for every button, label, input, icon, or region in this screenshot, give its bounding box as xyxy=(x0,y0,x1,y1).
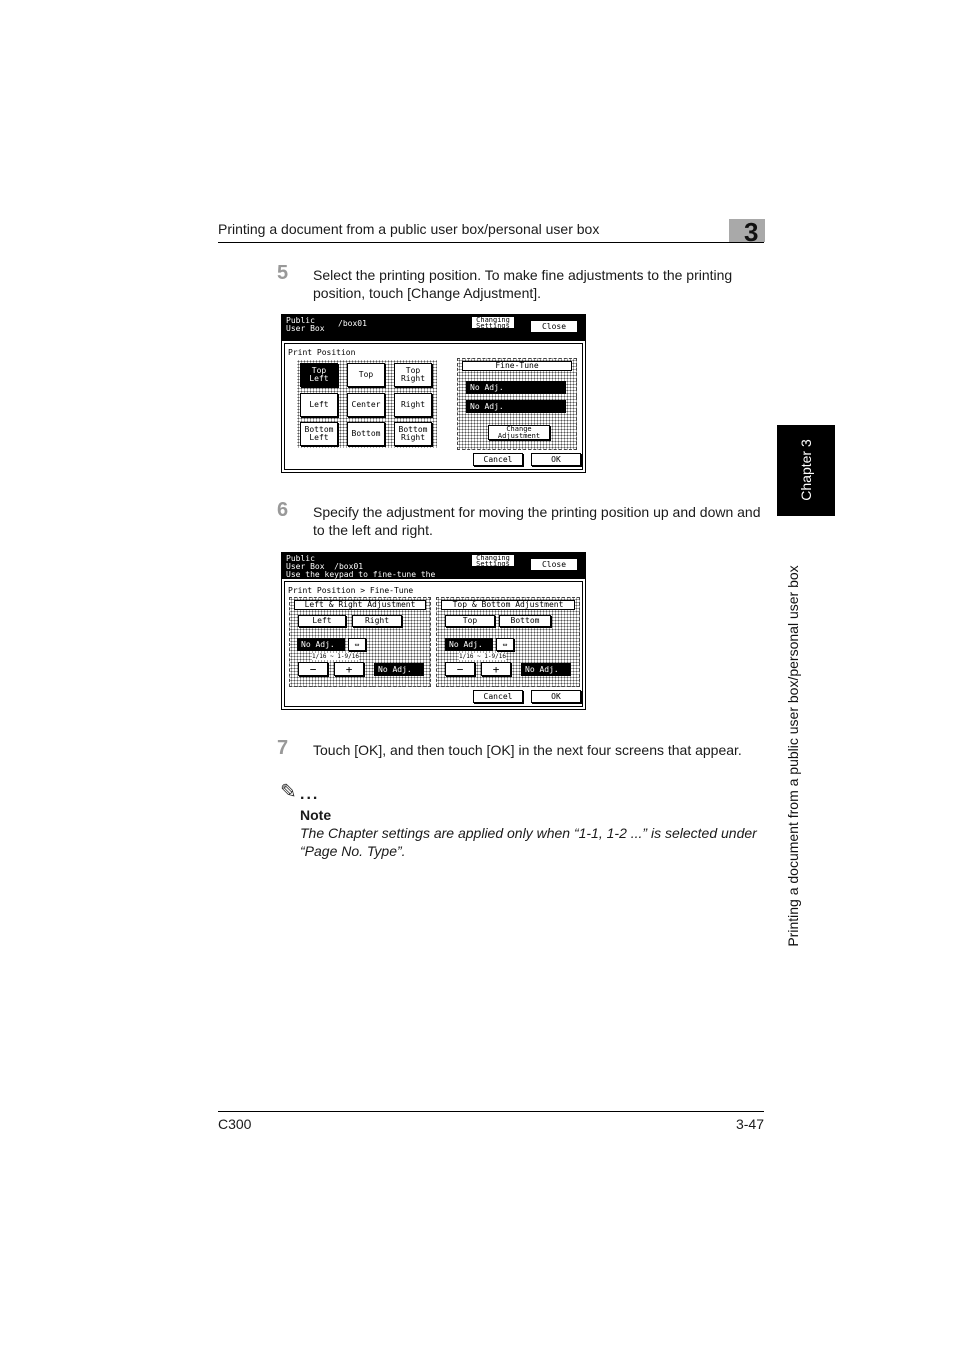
fine-tune-title: Fine-Tune xyxy=(462,361,572,371)
note-title: Note xyxy=(300,807,332,823)
header-title: Printing a document from a public user box/personal user box xyxy=(218,221,600,237)
top-bottom-title: Top & Bottom Adjustment xyxy=(441,600,575,610)
note-text: The Chapter settings are applied only when “1-1, 1-2 ...” is selected under “Page No. Type”. xyxy=(300,825,757,859)
left-right-range: 1/16 ~ 1-9/16 xyxy=(312,653,359,660)
swap-direction-icon[interactable]: ⇔ xyxy=(496,638,514,651)
section-title: Print Position xyxy=(288,348,356,357)
cancel-button[interactable]: Cancel xyxy=(473,690,523,703)
fine-tune-value-vertical: No Adj. xyxy=(466,400,566,413)
position-top-right-button[interactable]: Top Right xyxy=(394,363,432,387)
screen-body xyxy=(284,581,583,707)
screen-title-bar xyxy=(282,315,585,341)
chapter-number: 3 xyxy=(744,217,759,247)
plus-button[interactable]: + xyxy=(481,662,511,676)
screen-body xyxy=(284,343,583,470)
position-bottom-right-button[interactable]: Bottom Right xyxy=(394,422,432,446)
position-bottom-left-button[interactable]: Bottom Left xyxy=(300,422,338,446)
close-button[interactable]: Close xyxy=(530,558,578,571)
ok-button[interactable]: OK xyxy=(531,690,581,703)
change-adjustment-button[interactable]: Change Adjustment xyxy=(488,425,550,440)
minus-button[interactable]: − xyxy=(445,662,475,676)
top-bottom-result: No Adj. xyxy=(521,663,571,676)
screen-title-line1: Public xyxy=(286,316,315,325)
plus-button[interactable]: + xyxy=(334,662,364,676)
screen-title-line2: User Box xyxy=(286,562,325,571)
left-right-group xyxy=(289,597,431,687)
sidebar-section-title: Printing a document from a public user box/personal user box xyxy=(785,565,801,947)
position-left-button[interactable]: Left xyxy=(300,393,338,417)
screen-title-bar xyxy=(282,553,585,579)
changing-settings-label: Changing Settings xyxy=(472,555,514,566)
step-number-7: 7 xyxy=(277,737,289,759)
position-right-button[interactable]: Right xyxy=(394,393,432,417)
step-number-5: 5 xyxy=(277,262,289,284)
breadcrumb: Print Position > Fine-Tune xyxy=(288,586,414,595)
close-button[interactable]: Close xyxy=(530,320,578,333)
position-bottom-button[interactable]: Bottom xyxy=(347,422,385,446)
step-text-5: Select the printing position. To make fine adjustments to the printing position, touch [Change Adjustment]. xyxy=(313,267,733,301)
fine-tune-screen xyxy=(281,552,586,710)
position-grid xyxy=(297,360,437,448)
minus-button[interactable]: − xyxy=(298,662,328,676)
bottom-button[interactable]: Bottom xyxy=(499,615,551,627)
swap-direction-icon[interactable]: ⇔ xyxy=(348,638,366,651)
right-button[interactable]: Right xyxy=(352,615,402,627)
pencil-icon: ✎ xyxy=(280,781,297,803)
box-path: /box01 xyxy=(334,562,364,571)
step-text-6: Specify the adjustment for moving the printing position up and down and to the left and right. xyxy=(313,504,761,538)
left-right-result: No Adj. xyxy=(374,663,424,676)
keypad-instruction: Use the keypad to fine-tune the xyxy=(286,570,436,579)
footer-page-number: 3-47 xyxy=(735,1116,764,1132)
chapter-tab-label: Chapter 3 xyxy=(798,439,814,501)
ellipsis-icon: ... xyxy=(300,786,320,803)
top-bottom-value: No Adj. xyxy=(445,638,493,651)
top-bottom-range: 1/16 ~ 1-9/16 xyxy=(459,653,506,660)
print-position-screen xyxy=(281,314,586,473)
cancel-button[interactable]: Cancel xyxy=(473,453,523,466)
changing-settings-label: Changing Settings xyxy=(472,317,514,328)
step-number-6: 6 xyxy=(277,499,289,521)
screen-title-line1: Public xyxy=(286,554,315,563)
left-button[interactable]: Left xyxy=(298,615,346,627)
header-rule xyxy=(218,242,764,243)
fine-tune-value-horizontal: No Adj. xyxy=(466,381,566,394)
step-text-7: Touch [OK], and then touch [OK] in the next four screens that appear. xyxy=(313,742,742,758)
left-right-value: No Adj. xyxy=(297,638,345,651)
left-right-title: Left & Right Adjustment xyxy=(294,600,426,610)
box-path: /box01 xyxy=(338,319,367,328)
fine-tune-panel xyxy=(457,358,577,450)
screen-title-line2: User Box xyxy=(286,324,325,333)
position-top-left-button[interactable]: Top Left xyxy=(300,363,338,387)
footer-rule xyxy=(218,1111,764,1112)
position-center-button[interactable]: Center xyxy=(347,393,385,417)
position-top-button[interactable]: Top xyxy=(347,363,385,387)
ok-button[interactable]: OK xyxy=(531,453,581,466)
top-button[interactable]: Top xyxy=(445,615,495,627)
footer-model: C300 xyxy=(218,1116,252,1132)
top-bottom-group xyxy=(436,597,580,687)
